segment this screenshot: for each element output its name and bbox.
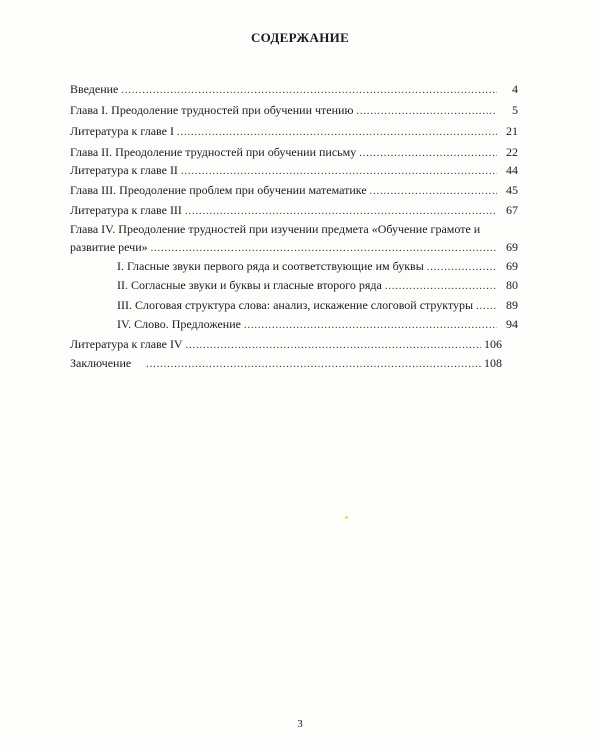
scan-speck-mark <box>345 516 348 519</box>
toc-leader-dots <box>186 339 481 353</box>
toc-leader-dots <box>121 84 497 98</box>
page-number: 3 <box>297 718 303 730</box>
toc-leader-dots <box>177 126 497 140</box>
toc-entry-page: 108 <box>484 356 502 370</box>
toc-entry-chapter-2 <box>70 145 518 161</box>
toc-entry-page: 22 <box>506 145 518 159</box>
toc-entry-chapter-3 <box>70 183 518 199</box>
toc-leader-dots <box>370 185 497 199</box>
toc-entry-page: 21 <box>506 124 518 138</box>
toc-entry-literature-4 <box>70 337 502 353</box>
toc-entry-page: 5 <box>512 103 518 117</box>
toc-entry-page: 44 <box>506 163 518 177</box>
toc-entry-section-3 <box>117 298 518 314</box>
toc-leader-dots <box>181 165 497 179</box>
toc-entry-text: Заключение <box>70 356 132 370</box>
toc-entry-text: IV. Слово. Предложение <box>117 317 241 331</box>
toc-entry-text: Введение <box>70 82 119 96</box>
toc-entry-text: Литература к главе IV <box>70 337 183 351</box>
toc-entry-page: 106 <box>484 337 502 351</box>
toc-entry-literature-1 <box>70 124 518 140</box>
toc-entry-literature-3 <box>70 203 518 219</box>
toc-leader-dots <box>151 242 497 256</box>
toc-entry-introduction <box>70 82 518 98</box>
toc-leader-dots <box>146 358 481 372</box>
toc-entry-section-1 <box>117 259 518 275</box>
toc-entry-text: Литература к главе I <box>70 124 174 138</box>
toc-entry-chapter-4-line1: Глава IV. Преодоление трудностей при изучении предмета «Обучение грамоте и <box>70 222 481 236</box>
toc-leader-dots <box>385 280 497 294</box>
toc-entry-page: 45 <box>506 183 518 197</box>
toc-entry-page: 94 <box>506 317 518 331</box>
toc-entry-section-4 <box>117 317 518 333</box>
toc-entry-text: III. Слоговая структура слова: анализ, искажение слоговой структуры <box>117 298 474 312</box>
toc-leader-dots <box>356 105 497 119</box>
toc-leader-dots <box>185 205 497 219</box>
toc-entry-text: II. Согласные звуки и буквы и гласные второго ряда <box>117 278 382 292</box>
toc-entry-conclusion <box>70 356 502 372</box>
toc-leader-dots <box>244 319 497 333</box>
toc-leader-dots <box>476 300 497 314</box>
toc-entry-chapter-1 <box>70 103 518 119</box>
toc-entry-page: 69 <box>506 240 518 254</box>
toc-entry-text: I. Гласные звуки первого ряда и соответствующие им буквы <box>117 259 424 273</box>
toc-entry-page: 89 <box>506 298 518 312</box>
toc-entry-text: развитие речи» <box>70 240 148 254</box>
toc-entry-chapter-4 <box>70 240 518 256</box>
toc-entry-page: 67 <box>506 203 518 217</box>
toc-entry-page: 4 <box>512 82 518 96</box>
page-title: СОДЕРЖАНИЕ <box>250 30 350 45</box>
toc-entry-section-2 <box>117 278 518 294</box>
toc-entry-text: Литература к главе III <box>70 203 182 217</box>
toc-leader-dots <box>359 147 497 161</box>
toc-entry-text: Глава II. Преодоление трудностей при обучении письму <box>70 145 357 159</box>
toc-entry-page: 69 <box>506 259 518 273</box>
toc-entry-text: Глава I. Преодоление трудностей при обучении чтению <box>70 103 354 117</box>
toc-leader-dots <box>427 261 497 275</box>
toc-entry-text: Глава III. Преодоление проблем при обучении математике <box>70 183 367 197</box>
toc-entry-text: Литература к главе II <box>70 163 178 177</box>
toc-entry-page: 80 <box>506 278 518 292</box>
toc-entry-literature-2 <box>70 163 518 179</box>
